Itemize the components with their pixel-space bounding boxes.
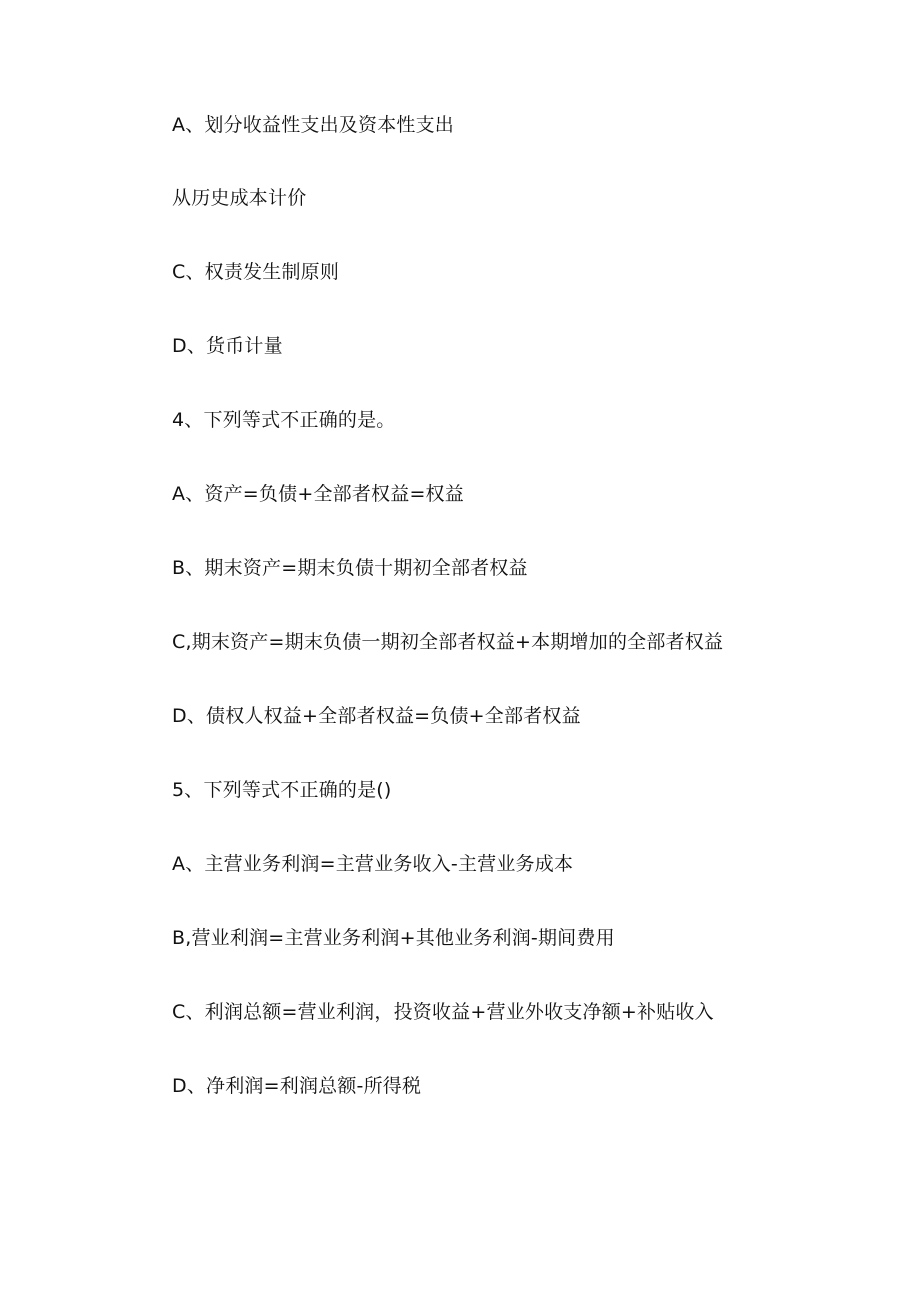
option-b-line: 从历史成本计价 [172,187,307,209]
q5-option-b: B,营业利润=主营业务利润+其他业务利润-期间费用 [172,927,615,949]
option-c-line: C、权责发生制原则 [172,261,340,283]
q4-option-c: C,期末资产=期末负债一期初全部者权益+本期增加的全部者权益 [172,631,724,653]
option-a-line: A、划分收益性支出及资本性支出 [172,114,454,136]
q5-option-c: C、利润总额=营业利润，投资收益+营业外收支净额+补贴收入 [172,1001,714,1023]
q5-option-d: D、净利润=利润总额-所得税 [172,1075,422,1097]
q4-option-a: A、资产=负债+全部者权益=权益 [172,483,464,505]
q5-option-a: A、主营业务利润=主营业务收入-主营业务成本 [172,853,574,875]
option-d-line: D、货币计量 [172,335,283,357]
question-4: 4、下列等式不正确的是。 [172,409,396,431]
q4-option-b: B、期末资产=期末负债十期初全部者权益 [172,557,528,579]
q4-option-d: D、债权人权益+全部者权益=负债+全部者权益 [172,705,581,727]
question-5: 5、下列等式不正确的是() [172,779,392,801]
